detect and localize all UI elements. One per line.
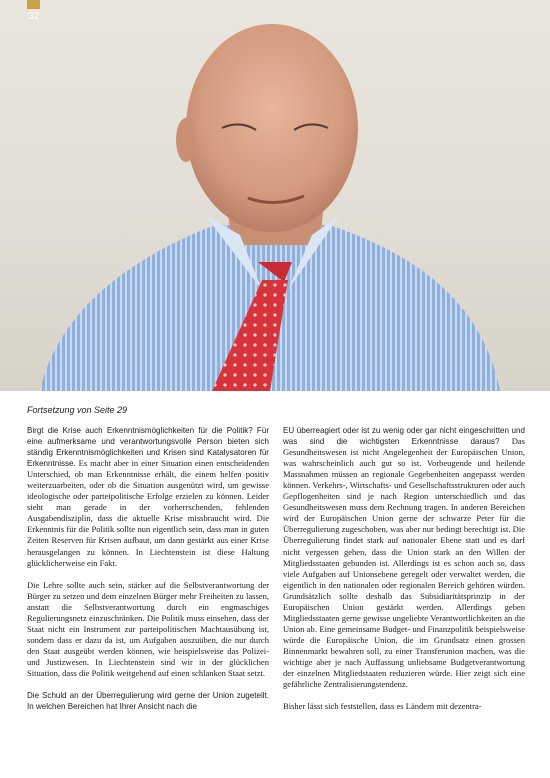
- interview-question: EU überreagiert oder ist zu wenig oder gar nicht eingeschritten und was sind die wichtigsten Erkenntnisse daraus?: [283, 426, 525, 447]
- paragraph: Die Lehre sollte auch sein, stärker auf die Selbstverantwortung der Bürger zu setzen und dem einzelnen Bürger mehr Freiheiten zu lassen, anstatt die Selbstverantwortung durch ein engmaschiges Regulierungsnetz einzuschränken. Die Politik muss einsehen, dass der Staat nicht ein Instrument zur parteipolitischen Machtausübung ist, sondern dass er dazu da ist, um Aufgaben auszuüben, die nur durch den Staat ausgeübt werden können, wie beispielsweise das Polizei- und Justizwesen. In Liechtenstein sind wir in der glücklichen Situation, dass die Politik weitgehend auf einen schlanken Staat setzt.: [27, 579, 269, 678]
- paragraph: [283, 425, 525, 690]
- interview-answer: Das Gesundheitswesen ist nicht Angelegenheit der Europäischen Union, was wahrscheinlich auch gut so ist. Vorbeugende und heilende Massnahmen müssen an regionale Gegebenheiten angepasst werden können. Verkehrs-, Wirtschafts- und Gesellschaftsstrukturen oder auch Gepflogenheiten sind je nach Region unterschiedlich und das Gesundheitswesen muss dem Rechnung tragen. In anderen Bereichen wird der Europäischen Union gerne der schwarze Peter für die Überregulierung zugeschoben, was aber nur bedingt berechtigt ist. Die Überregulierung findet stark auf nationaler Ebene statt und es darf nicht vergessen gehen, dass die Union stark an den Willen der Mitgliedsstaaten gebunden ist. Allerdings ist es schon auch so, dass viele Aufgaben auf Unionsebene geregelt oder verwaltet werden, die eigentlich in den nationalen oder regionalen Bereich gehören würden. Grundsätzlich sollte deshalb das Subsidiaritätsprinzip in der Europäischen Union gestärkt werden. Allerdings geben Mitgliedsstaaten gerne gewisse ungeliebte Verantwortlichkeiten an die Union ab. Eine gemeinsame Budget- und Finanzpolitik beispielsweise würde die Europäische Union, die im Grundsatz einen grossen Binnenmarkt bewahren soll, zu einer Transferunion machen, was die wichtige aber je nach Auffassung unliebsame Budgetverantwortung der einzelnen Mitgliedstaaten reduzieren würde. Hier zeigt sich eine gefährliche Zentralisierungstendenz.: [283, 436, 525, 690]
- paragraph: [27, 690, 269, 712]
- continuation-note: Fortsetzung von Seite 29: [27, 405, 128, 415]
- interview-question: Birgt die Krise auch Erkenntnismöglichkeiten für die Politik? Für eine aufmerksame und verantwortungsvolle Person bieten sich ständig Erkenntnismöglichkeiten und Krisen sind Katalysatoren für Erkenntnisse.: [27, 426, 269, 469]
- page-number: 32: [28, 11, 40, 22]
- paragraph: Bisher lässt sich feststellen, dass es Ländern mit dezentra-: [283, 701, 482, 712]
- interview-answer: Es macht aber in einer Situation einen entscheidenden Unterschied, ob man Erkenntnisse erhält, die einem helfen positiv weiterzuarbeiten, oder ob die Situation ausgenützt wird, um gewisse ideologische oder parteipolitische Erfolge erzielen zu können. Leider sieht man gerade in der vorherrschenden, fehlenden Ausgabendisziplin, dass die aktuelle Krise missbraucht wird. Die Erkenntnis für die Politik sollte nun eigentlich sein, dass man in guten Zeiten Reserven für Krisen aufbaut, um dann gestärkt aus einer Krise herausgelangen zu können. In Liechtenstein ist diese Haltung glücklicherweise ein Fakt.: [27, 458, 269, 568]
- interview-question: Die Schuld an der Überregulierung wird gerne der Union zugeteilt. In welchen Bereichen hat Ihrer Ansicht nach die: [27, 691, 269, 712]
- page-tab-marker: [27, 0, 40, 9]
- text-column-right: [283, 425, 525, 723]
- paragraph: [27, 425, 269, 569]
- text-column-left: [27, 425, 269, 723]
- page-number-badge: [27, 0, 40, 24]
